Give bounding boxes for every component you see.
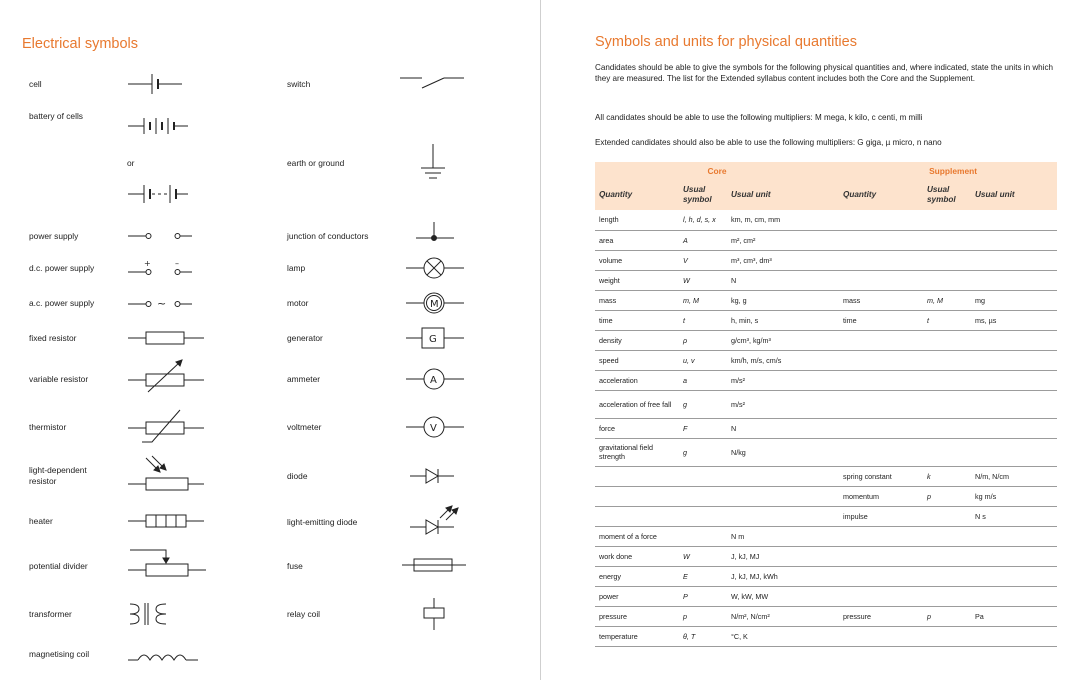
electrical-symbols-heading: Electrical symbols [22,36,139,52]
motor-icon [404,289,468,317]
supp-symbol-header: Usual symbol [923,180,971,210]
table-cell: g [683,399,687,409]
table-cell: m, M [683,295,699,305]
ac-tilde: ~ [157,297,167,310]
generator-letter: G [429,334,437,345]
label-junction: junction of conductors [287,231,369,241]
table-cell: pressure [599,611,627,621]
table-cell: volume [599,255,623,265]
table-cell [923,566,971,586]
table-cell: N/m², N/cm² [731,611,770,621]
junction-icon [412,220,456,248]
fuse-icon [400,555,470,575]
table-row [595,418,1057,438]
transformer-icon [126,600,176,628]
table-cell [971,330,1057,350]
table-cell: l, h, d, s, x [683,215,716,225]
table-row [595,330,1057,350]
table-cell [923,438,971,466]
diode-icon [408,465,458,487]
table-cell: a [683,375,687,385]
table-cell: m², cm² [731,235,756,245]
core-band: Core [595,162,839,180]
table-cell: J, kJ, MJ [731,551,760,561]
table-cell [923,230,971,250]
battery-icon [126,112,190,140]
label-relay-coil: relay coil [287,609,321,619]
table-row [595,310,1057,330]
table-cell [923,250,971,270]
table-cell: acceleration of free fall [599,399,672,409]
table-row [595,370,1057,390]
table-cell: moment of a force [599,531,657,541]
table-cell [839,438,923,466]
heater-icon [126,511,206,531]
table-cell [839,566,923,586]
table-cell: W, kW, MW [731,591,769,601]
table-cell [839,546,923,566]
table-cell: mg [975,295,985,305]
table-cell [839,370,923,390]
table-row [595,466,1057,486]
table-row [595,210,1057,230]
table-cell [923,586,971,606]
table-cell: N [731,423,737,433]
table-cell: ρ [683,335,688,345]
table-cell: weight [599,275,620,285]
table-cell [971,526,1057,546]
table-cell [923,390,971,418]
core-quantity-header: Quantity [595,180,679,210]
label-magnetising-coil: magnetising coil [29,649,90,659]
table-cell [971,270,1057,290]
table-cell: m³, cm³, dm³ [731,255,772,265]
table-cell [839,350,923,370]
table-cell: F [683,423,688,433]
fixed-resistor-icon [126,328,206,348]
table-cell: kg, g [731,295,747,305]
table-cell: mass [599,295,617,305]
table-cell: ms, µs [975,315,997,325]
label-switch: switch [287,79,311,89]
table-cell: pressure [843,611,871,621]
power-supply-icon [126,226,196,246]
table-cell: time [843,315,857,325]
table-cell: W [683,275,690,285]
thermistor-icon [126,406,206,446]
table-cell: N/kg [731,447,746,457]
table-cell [971,626,1057,646]
table-cell: speed [599,355,619,365]
table-cell: power [599,591,619,601]
table-cell: work done [599,551,633,561]
dc-power-supply-icon [126,258,196,280]
table-row [595,586,1057,606]
table-cell [839,270,923,290]
table-cell: mass [843,295,861,305]
potential-divider-icon [126,546,210,580]
table-cell [923,506,971,526]
table-cell [971,370,1057,390]
battery-alt-icon [126,180,190,208]
table-header-row [595,180,1057,210]
table-cell: °C, K [731,631,748,641]
lamp-icon [404,254,468,282]
table-cell: kg m/s [975,491,997,501]
table-cell [839,526,923,546]
table-cell: km, m, cm, mm [731,215,781,225]
table-cell: k [927,471,931,481]
label-transformer: transformer [29,609,72,619]
supp-quantity-header: Quantity [839,180,923,210]
label-variable-resistor: variable resistor [29,374,89,384]
motor-letter: M [430,299,439,310]
table-row [595,438,1057,466]
intro-paragraph: Candidates should be able to give the symbols for the following physical quantities and, where indicated, state the units in which they are measured. The list for the Extended syllabus content includes both the Core and the Supplement. [595,63,1054,83]
table-cell [727,486,839,506]
table-cell [595,466,679,486]
core-symbol-header: Usual symbol [679,180,727,210]
table-cell: N/m, N/cm [975,471,1009,481]
table-cell [679,486,727,506]
table-cell: p [683,611,687,621]
earth-icon [418,142,448,188]
table-cell [839,210,923,230]
table-row [595,290,1057,310]
table-cell: p [927,491,931,501]
supp-unit-header: Usual unit [971,180,1057,210]
table-cell: t [683,315,685,325]
table-cell: acceleration [599,375,638,385]
ammeter-icon [404,365,468,393]
table-cell [839,586,923,606]
table-row [595,486,1057,506]
label-cell: cell [29,79,42,89]
ldr-icon [126,454,206,496]
label-led: light-emitting diode [287,517,358,527]
table-cell: N s [975,511,986,521]
table-cell: m/s² [731,399,745,409]
table-cell: J, kJ, MJ, kWh [731,571,778,581]
table-cell [839,250,923,270]
label-earth: earth or ground [287,158,345,168]
label-ac-power-supply: a.c. power supply [29,298,95,308]
label-fixed-resistor: fixed resistor [29,333,77,343]
table-cell: N [731,275,737,285]
table-cell [679,466,727,486]
table-cell [971,210,1057,230]
table-cell [923,418,971,438]
table-cell: km/h, m/s, cm/s [731,355,782,365]
table-cell: θ, T [683,631,696,641]
table-cell: h, min, s [731,315,759,325]
table-cell: t [927,315,929,325]
table-cell: force [599,423,615,433]
cell-icon [126,70,186,98]
table-cell [971,390,1057,418]
table-row [595,606,1057,626]
relay-coil-icon [418,596,450,632]
table-cell: W [683,551,690,561]
table-cell: V [683,255,688,265]
plus-sign: + [144,259,151,268]
coil-icon [126,648,206,664]
table-cell: A [683,235,688,245]
table-cell [679,506,727,526]
quantities-table [595,162,1057,647]
table-cell: P [683,591,688,601]
label-power-supply: power supply [29,231,79,241]
table-cell: g/cm³, kg/m³ [731,335,771,345]
table-cell [923,330,971,350]
table-cell: density [599,335,622,345]
ac-power-supply-icon [126,294,196,314]
label-potential-divider: potential divider [29,561,88,571]
table-cell: g [683,447,687,457]
table-cell [923,626,971,646]
table-cell [923,370,971,390]
table-row [595,350,1057,370]
table-cell [839,330,923,350]
table-cell [595,486,679,506]
table-row [595,230,1057,250]
table-cell [727,466,839,486]
multipliers-extended-text: Extended candidates should also be able to use the following multipliers: G giga, µ micro, n nano [595,138,942,147]
voltmeter-icon [404,413,468,441]
table-row [595,250,1057,270]
table-cell [971,350,1057,370]
table-cell [839,626,923,646]
table-cell [971,438,1057,466]
table-cell: N m [731,531,745,541]
table-cell [971,250,1057,270]
generator-icon [404,324,468,352]
table-cell [839,230,923,250]
table-cell: temperature [599,631,638,641]
label-heater: heater [29,516,53,526]
label-ldr: light-dependent resistor [29,465,87,486]
symbols-units-heading: Symbols and units for physical quantities [595,34,857,50]
label-or: or [127,158,135,168]
table-cell [971,586,1057,606]
table-row [595,626,1057,646]
table-cell [971,418,1057,438]
table-cell: area [599,235,614,245]
table-cell [727,506,839,526]
variable-resistor-icon [126,358,206,394]
core-unit-header: Usual unit [727,180,839,210]
table-cell: Pa [975,611,984,621]
label-battery: battery of cells [29,111,83,121]
table-cell: m, M [927,295,943,305]
table-cell [839,390,923,418]
table-cell: length [599,215,619,225]
label-fuse: fuse [287,561,303,571]
table-cell [679,526,727,546]
led-icon [408,502,460,538]
label-diode: diode [287,471,308,481]
table-cell: E [683,571,688,581]
supplement-band: Supplement [839,162,1057,180]
table-body [595,210,1057,646]
table-cell [923,350,971,370]
table-cell: time [599,315,613,325]
table-cell: gravitational field strength [599,443,653,461]
switch-icon [398,68,468,94]
table-cell: p [927,611,931,621]
table-row [595,526,1057,546]
table-row [595,270,1057,290]
table-cell [839,418,923,438]
label-ammeter: ammeter [287,374,321,384]
ammeter-letter: A [430,375,437,386]
table-cell [971,230,1057,250]
table-cell: impulse [843,511,868,521]
table-row [595,390,1057,418]
table-cell [923,546,971,566]
label-lamp: lamp [287,263,306,273]
minus-sign: – [175,259,179,268]
table-row [595,506,1057,526]
label-motor: motor [287,298,309,308]
multipliers-all-text: All candidates should be able to use the following multipliers: M mega, k kilo, c centi, m milli [595,113,923,122]
label-thermistor: thermistor [29,422,67,432]
table-cell [595,506,679,526]
table-cell: energy [599,571,621,581]
table-cell [923,210,971,230]
label-voltmeter: voltmeter [287,422,322,432]
table-cell: momentum [843,491,879,501]
table-cell [971,566,1057,586]
symbols-units-page [541,0,1080,680]
table-cell [923,526,971,546]
table-cell [971,546,1057,566]
table-row [595,546,1057,566]
table-cell: u, v [683,355,695,365]
table-cell: m/s² [731,375,745,385]
label-dc-power-supply: d.c. power supply [29,263,95,273]
table-cell [923,270,971,290]
table-row [595,566,1057,586]
table-cell: spring constant [843,471,892,481]
label-generator: generator [287,333,323,343]
voltmeter-letter: V [430,423,437,434]
